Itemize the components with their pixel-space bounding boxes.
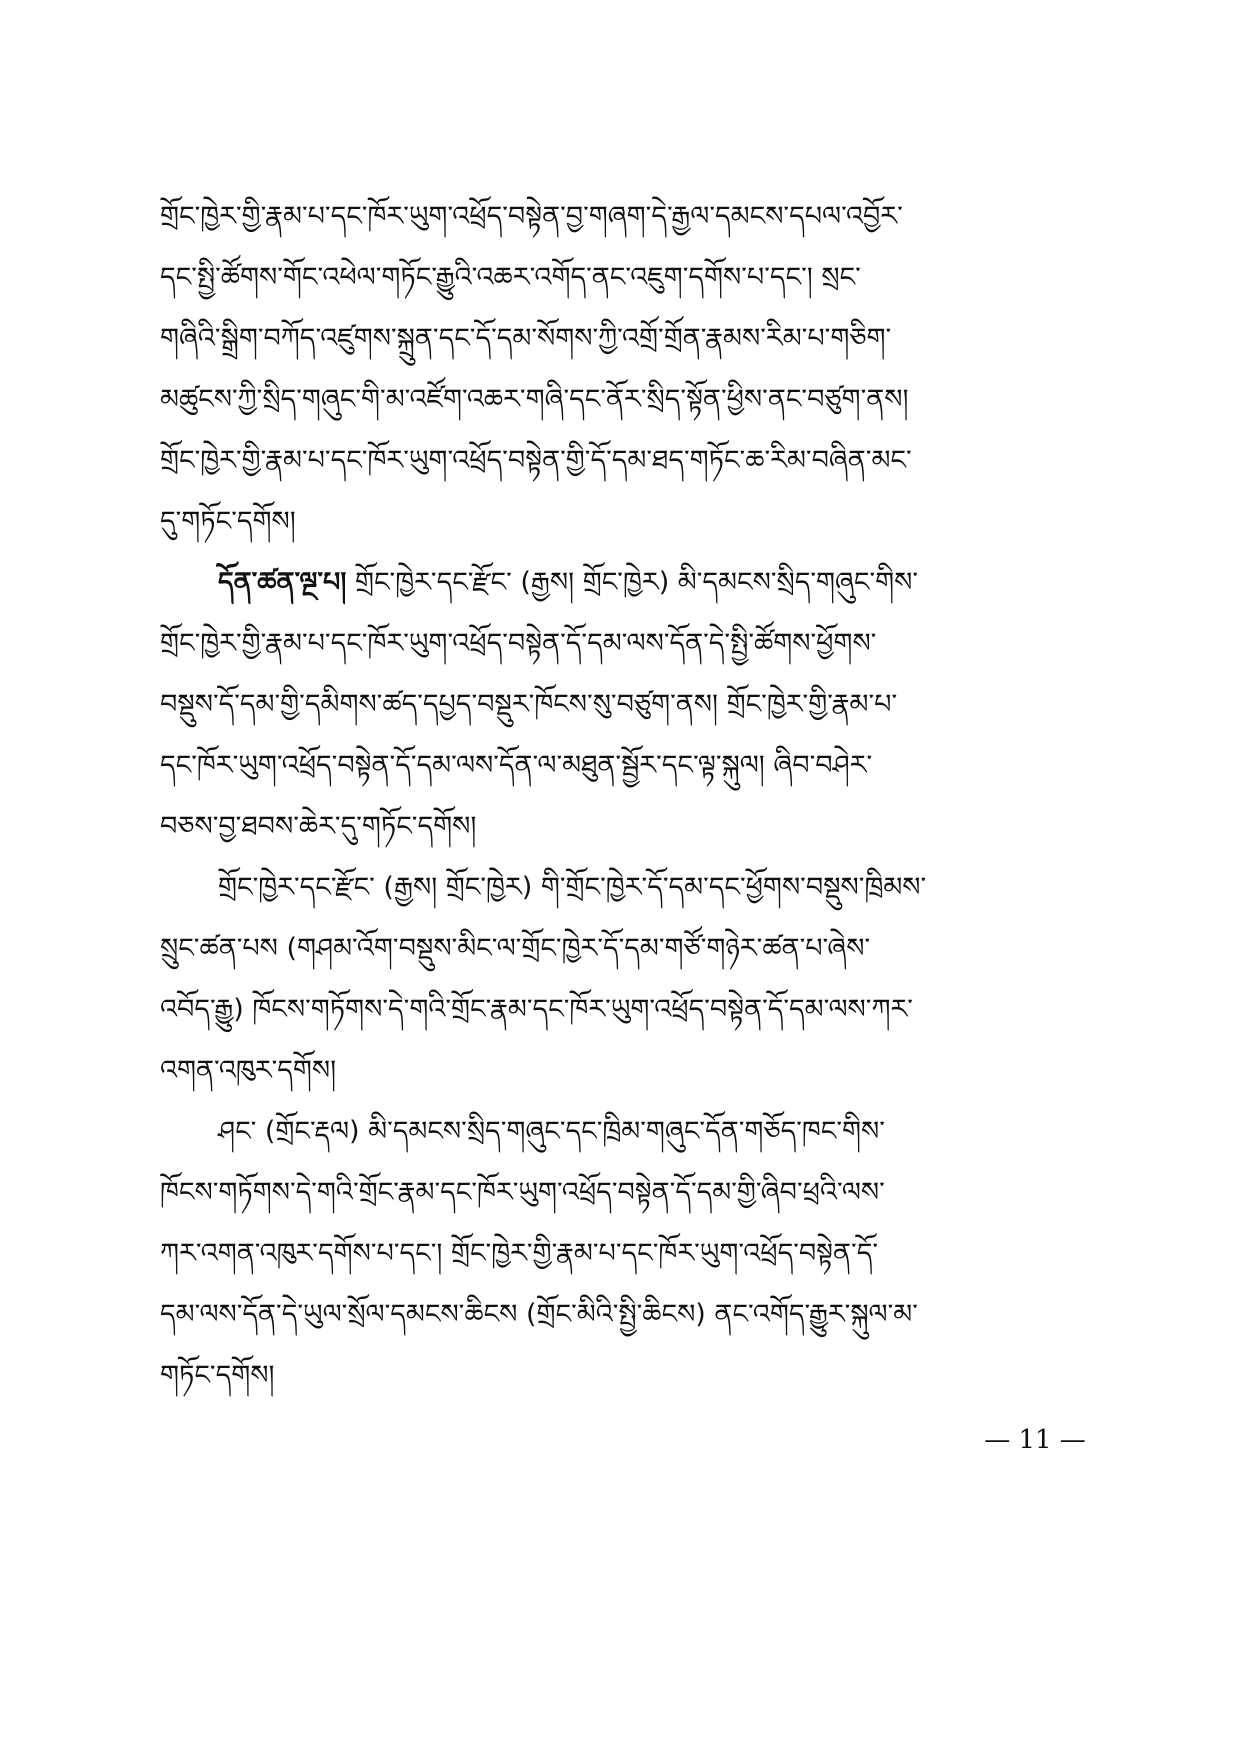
text-line: མཚུངས་ཀྱི་སྲིད་གཞུང་གི་མ་འཛོག་འཆར་གཞི་དང་ནོར་སྲིད་སྟོན་ཕྱིས་ནང་བཙུག་ནས། — [160, 384, 909, 415]
text-line: གྲོང་ཁྱེར་གྱི་རྣམ་པ་དང་ཁོར་ཡུག་འཕྲོད་བསྟེན་བྱ་གཞག་དེ་རྒྱལ་དམངས་དཔལ་འབྱོར་ — [160, 201, 903, 232]
text-line: བཅས་བྱ་ཐབས་ཆེར་དུ་གཏོང་དགོས། — [160, 811, 477, 842]
text-line: གྲོང་ཁྱེར་གྱི་རྣམ་པ་དང་ཁོར་ཡུག་འཕྲོད་བསྟེན་དོ་དམ་ལས་དོན་དེ་སྤྱི་ཚོགས་ཕྱོགས་ — [160, 628, 877, 659]
text-line: ཀར་འགན་འཁུར་དགོས་པ་དང་། གྲོང་ཁྱེར་གྱི་རྣམ་པ་དང་ཁོར་ཡུག་འཕྲོད་བསྟེན་དོ་ — [160, 1238, 879, 1269]
text-line: ཤང་ (གྲོང་རྡལ) མི་དམངས་སྲིད་གཞུང་དང་ཁྲིམ་གཞུང་དོན་གཅོད་ཁང་གིས་ — [218, 1116, 885, 1147]
page-number: — 11 — — [984, 1425, 1086, 1455]
text-line: གཏོང་དགོས། — [160, 1360, 275, 1391]
text-line: དང་ཁོར་ཡུག་འཕྲོད་བསྟེན་དོ་དམ་ལས་དོན་ལ་མཐུན་སྦྱོར་དང་ལྟ་སྐུལ། ཞིབ་བཤེར་ — [160, 750, 873, 781]
text-line-content: གྲོང་ཁྱེར་དང་རྫོང་ (རྒྱས། གྲོང་ཁྱེར) མི་དམངས་སྲིད་གཞུང་གིས་ — [346, 567, 919, 598]
text-line: དུ་གཏོང་དགོས། — [160, 506, 296, 537]
text-line: འགན་འཁུར་དགོས། — [160, 1055, 337, 1086]
text-line: སྲུང་ཚན་པས (གཤམ་འོག་བསྡུས་མིང་ལ་གྲོང་ཁྱེར་དོ་དམ་གཙོ་གཉེར་ཚན་པ་ཞེས་ — [160, 933, 871, 964]
paragraph-4 — [160, 1101, 1100, 1406]
article-heading: དོན་ཚན་ལྔ་པ། — [218, 567, 347, 598]
text-line — [160, 552, 1100, 613]
text-line: བསྡུས་དོ་དམ་གྱི་དམིགས་ཚད་དཔྱད་བསྡུར་ཁོངས་སུ་བཙུག་ནས། གྲོང་ཁྱེར་གྱི་རྣམ་པ་ — [160, 689, 898, 720]
body-text — [160, 186, 1100, 1406]
paragraph-2 — [160, 552, 1100, 857]
text-line: དམ་ལས་དོན་དེ་ཡུལ་སྲོལ་དམངས་ཆིངས (གྲོང་མིའི་སྤྱི་ཆིངས) ནང་འགོད་རྒྱུར་སྐུལ་མ་ — [160, 1299, 918, 1330]
text-line: འབོད་རྒྱུ) ཁོངས་གཏོགས་དེ་གའི་གྲོང་རྣམ་དང་ཁོར་ཡུག་འཕྲོད་བསྟེན་དོ་དམ་ལས་ཀར་ — [160, 994, 913, 1025]
paragraph-1 — [160, 186, 1100, 552]
text-line: གཞིའི་སྒྲིག་བཀོད་འཛུགས་སྐྲུན་དང་དོ་དམ་སོགས་ཀྱི་འགྲོ་གྲོན་རྣམས་རིམ་པ་གཅིག་ — [160, 323, 892, 354]
text-line: ཁོངས་གཏོགས་དེ་གའི་གྲོང་རྣམ་དང་ཁོར་ཡུག་འཕྲོད་བསྟེན་དོ་དམ་གྱི་ཞིབ་ཕྲའི་ལས་ — [160, 1177, 885, 1208]
text-line: གྲོང་ཁྱེར་གྱི་རྣམ་པ་དང་ཁོར་ཡུག་འཕྲོད་བསྟེན་གྱི་དོ་དམ་ཐད་གཏོང་ཆ་རིམ་བཞིན་མང་ — [160, 445, 912, 476]
text-line: གྲོང་ཁྱེར་དང་རྫོང་ (རྒྱས། གྲོང་ཁྱེར) གི་གྲོང་ཁྱེར་དོ་དམ་དང་ཕྱོགས་བསྡུས་ཁྲིམས་ — [218, 872, 927, 903]
text-line: དང་སྤྱི་ཚོགས་གོང་འཕེལ་གཏོང་རྒྱུའི་འཆར་འགོད་ནང་འཇུག་དགོས་པ་དང་། སྲང་ — [160, 262, 861, 293]
paragraph-3 — [160, 857, 1100, 1101]
